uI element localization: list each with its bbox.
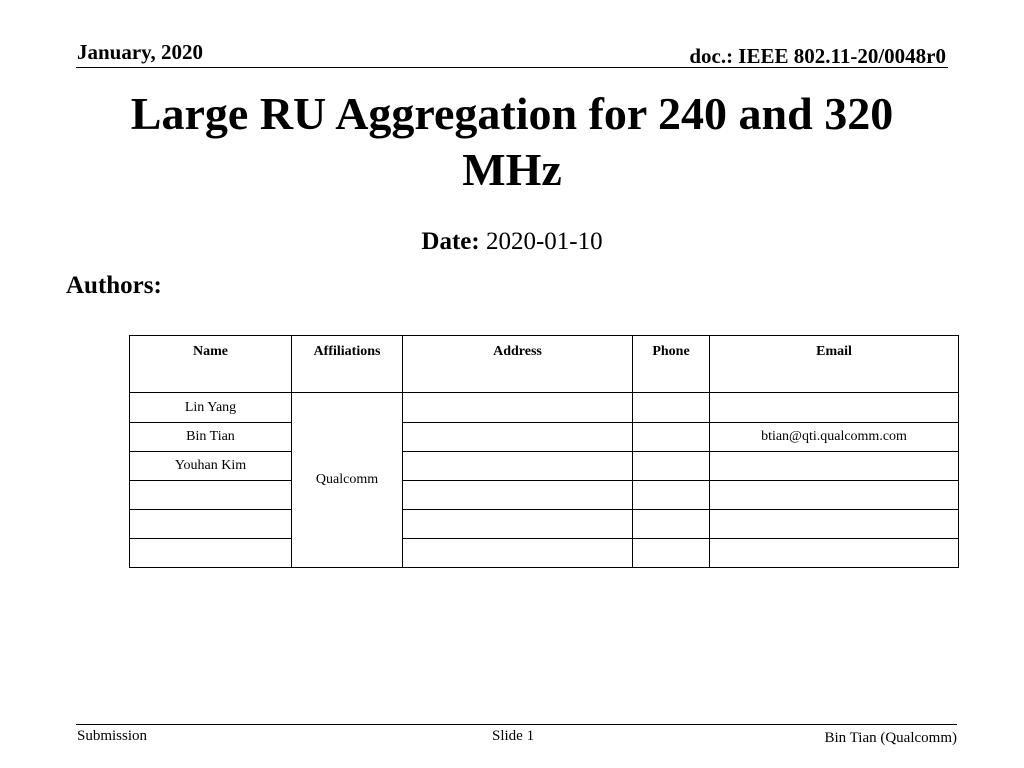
- footer-slide-number: Slide 1: [492, 728, 535, 744]
- column-header-name: Name: [130, 336, 292, 393]
- table-row: [130, 393, 959, 423]
- slide-title-line-1: Large RU Aggregation for 240 and 320: [130, 88, 894, 139]
- table-row: [130, 423, 959, 452]
- author-address: [403, 539, 633, 568]
- date-value: 2020-01-10: [485, 228, 603, 255]
- header-doc-id: doc.: IEEE 802.11-20/0048r0: [689, 44, 946, 68]
- author-name: Youhan Kim: [130, 452, 292, 481]
- footer-submission: Submission: [77, 728, 148, 744]
- author-email: [710, 539, 959, 568]
- authors-heading: Authors:: [66, 272, 162, 299]
- slide-title-line-2: MHz: [462, 144, 562, 195]
- table-header-row: [130, 336, 959, 393]
- author-name: Bin Tian: [130, 423, 292, 452]
- date-label: Date:: [421, 228, 480, 255]
- author-address: [403, 423, 633, 452]
- author-email: [710, 452, 959, 481]
- column-header-affiliations: Affiliations: [292, 336, 403, 393]
- column-header-phone: Phone: [633, 336, 710, 393]
- author-name: Lin Yang: [130, 393, 292, 423]
- header-date: January, 2020: [77, 40, 204, 64]
- author-email: btian@qti.qualcomm.com: [710, 423, 959, 452]
- author-email: [710, 393, 959, 423]
- author-address: [403, 393, 633, 423]
- author-phone: [633, 481, 710, 510]
- author-phone: [633, 510, 710, 539]
- author-name: [130, 481, 292, 510]
- author-name: [130, 510, 292, 539]
- footer-author: Bin Tian (Qualcomm): [824, 730, 957, 746]
- authors-table: [129, 335, 959, 568]
- author-address: [403, 481, 633, 510]
- author-email: [710, 510, 959, 539]
- author-email: [710, 481, 959, 510]
- date-line: [0, 228, 1024, 256]
- author-phone: [633, 452, 710, 481]
- table-row: [130, 452, 959, 481]
- author-phone: [633, 539, 710, 568]
- header-divider: [76, 67, 948, 68]
- table-row: [130, 539, 959, 568]
- slide-title: [100, 86, 924, 198]
- column-header-email: Email: [710, 336, 959, 393]
- table-row: [130, 510, 959, 539]
- table-row: [130, 481, 959, 510]
- author-name: [130, 539, 292, 568]
- author-address: [403, 510, 633, 539]
- author-phone: [633, 393, 710, 423]
- author-phone: [633, 423, 710, 452]
- author-address: [403, 452, 633, 481]
- affiliation-cell: Qualcomm: [292, 393, 403, 568]
- footer-divider: [76, 724, 957, 725]
- column-header-address: Address: [403, 336, 633, 393]
